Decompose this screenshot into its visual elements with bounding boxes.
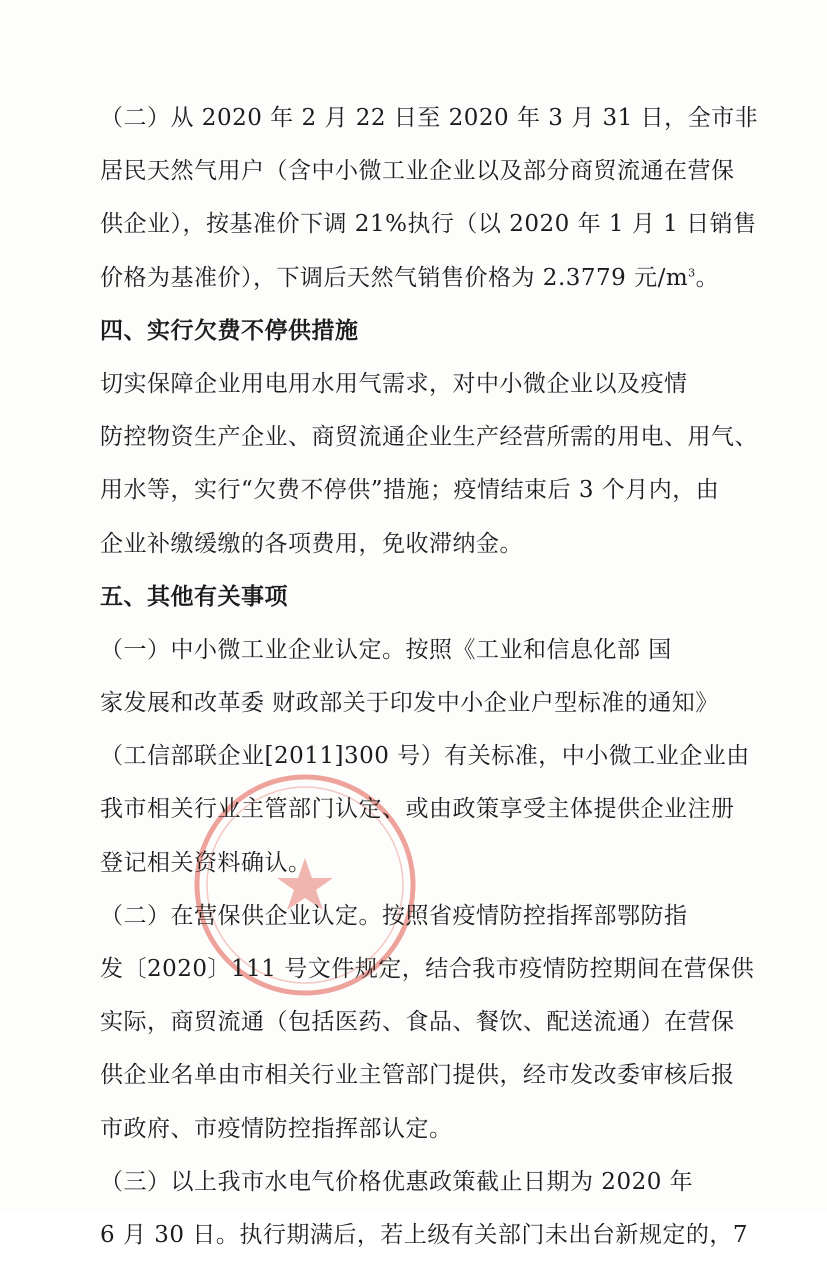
text-line: （二）从 2020 年 2 月 22 日至 2020 年 3 月 31 日，全市非	[100, 105, 759, 131]
text-line: 我市相关行业主管部门认定、或由政策享受主体提供企业注册	[100, 796, 735, 823]
document-body	[100, 92, 760, 1262]
text-line: 居民天然气用户（含中小微工业企业以及部分商贸流通在营保	[100, 158, 735, 185]
text-line: （一）中小微工业企业认定。按照《工业和信息化部 国	[100, 636, 672, 663]
section-heading-5: 五、其他有关事项	[100, 583, 288, 610]
text-line: 发〔2020〕111 号文件规定，结合我市疫情防控期间在营保供	[100, 956, 755, 982]
text-line: 用水等，实行“欠费不停供”措施；疫情结束后 3 个月内，由	[100, 477, 720, 504]
text-line: 供企业），按基准价下调 21%执行（以 2020 年 1 月 1 日销售	[100, 211, 757, 238]
text-line: （二）在营保供企业认定。按照省疫情防控指挥部鄂防指	[100, 902, 688, 929]
text-line-end: 。	[695, 264, 720, 291]
text-line: 6 月 30 日。执行期满后，若上级有关部门未出台新规定的，7	[100, 1221, 748, 1248]
text-line: 市政府、市疫情防控指挥部认定。	[100, 1115, 453, 1142]
text-line: （工信部联企业[2011]300 号）有关标准，中小微工业企业由	[100, 743, 750, 770]
text-line: 供企业名单由市相关行业主管部门提供，经市发改委审核后报	[100, 1062, 735, 1089]
paragraph-no-cutoff	[100, 358, 760, 571]
paragraph-gas-price	[100, 92, 760, 305]
text-line-content: 价格为基准价），下调后天然气销售价格为 2.3779 元/m	[100, 264, 689, 291]
text-line: 家发展和改革委 财政部关于印发中小企业户型标准的通知》	[100, 690, 719, 717]
text-line: 登记相关资料确认。	[100, 849, 312, 876]
text-line: 企业补缴缓缴的各项费用，免收滞纳金。	[100, 530, 523, 557]
text-line: 切实保障企业用电用水用气需求，对中小微企业以及疫情	[100, 370, 688, 397]
text-line-last	[100, 252, 760, 305]
text-line: 实际，商贸流通（包括医药、食品、餐饮、配送流通）在营保	[100, 1009, 735, 1036]
paragraph-deadline	[100, 1156, 760, 1262]
text-line: （三）以上我市水电气价格优惠政策截止日期为 2020 年	[100, 1168, 694, 1195]
unit-superscript: 3	[688, 265, 696, 279]
paragraph-sme-definition	[100, 624, 760, 890]
text-line: 防控物资生产企业、商贸流通企业生产经营所需的用电、用气、	[100, 424, 758, 451]
paragraph-supply-enterprise	[100, 890, 760, 1156]
section-heading-4: 四、实行欠费不停供措施	[100, 317, 359, 344]
